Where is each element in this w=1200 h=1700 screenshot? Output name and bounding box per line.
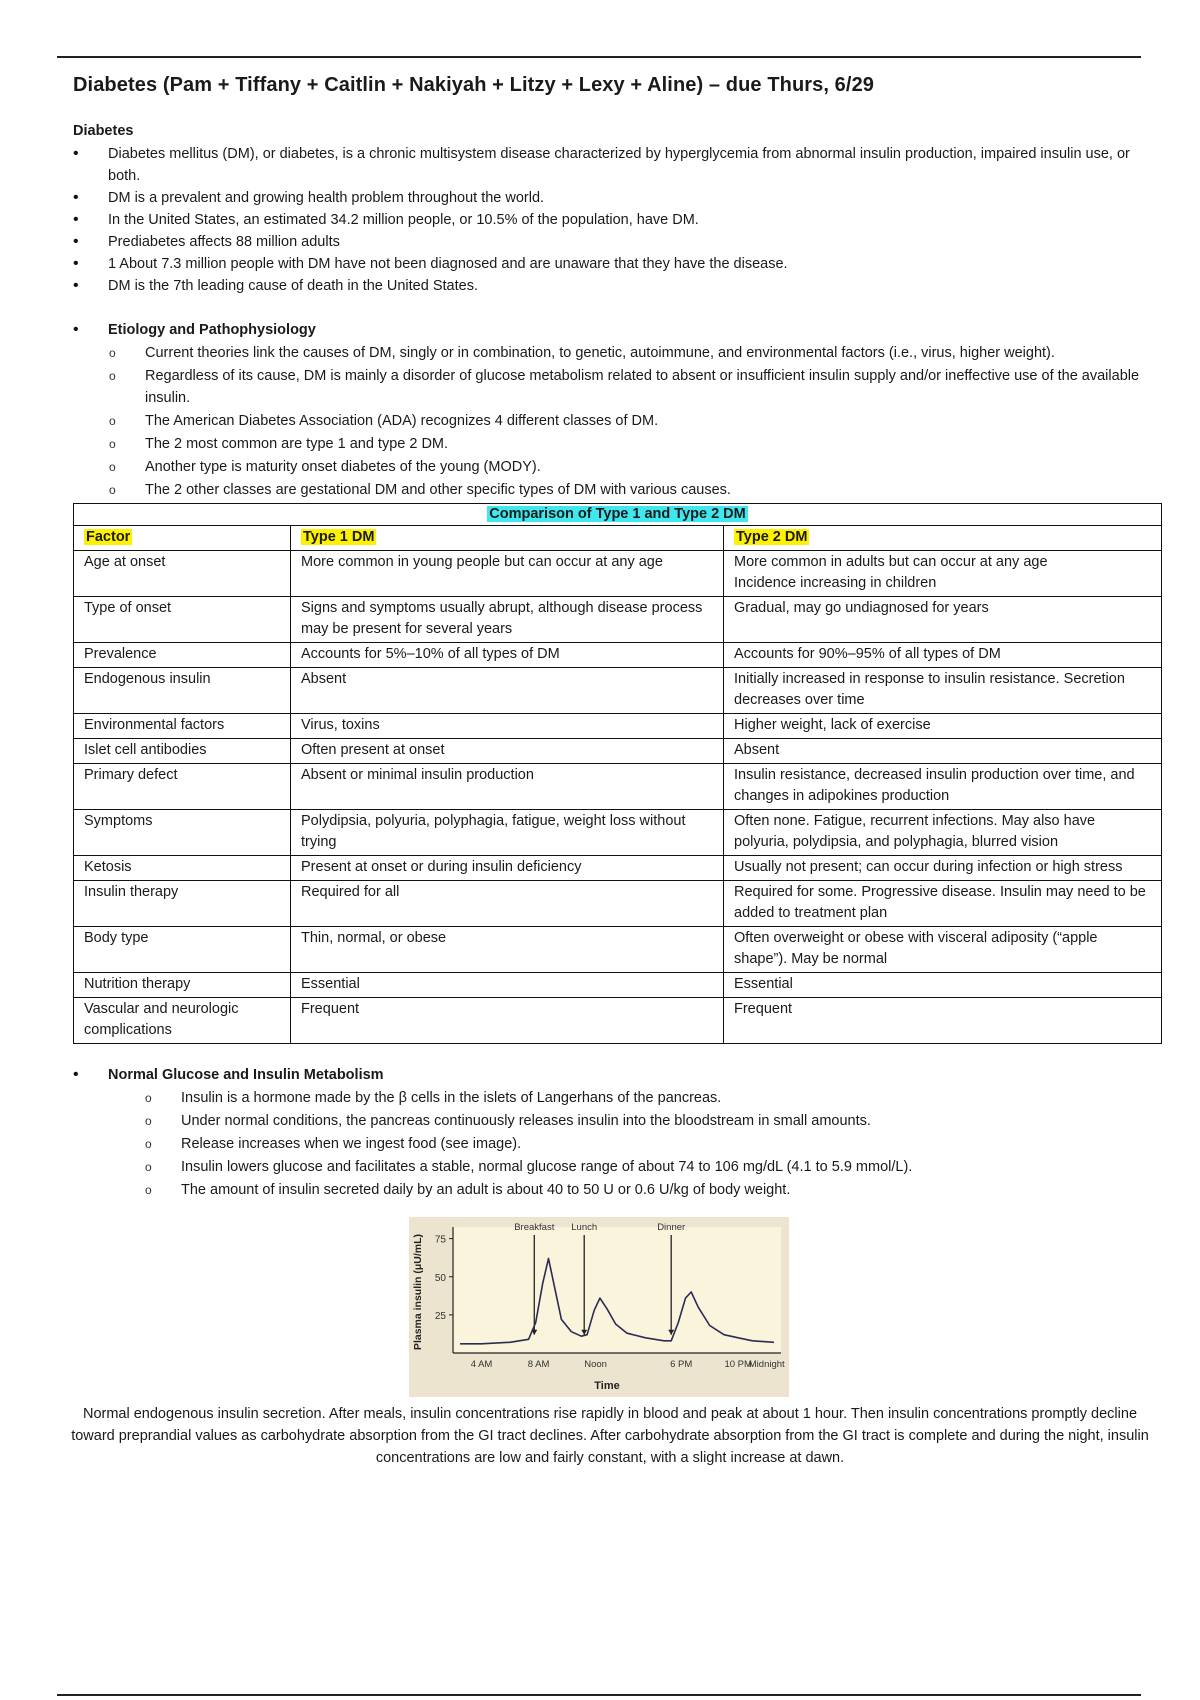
table-cell: Islet cell antibodies — [74, 739, 291, 764]
list-item: o Another type is maturity onset diabetes of the young (MODY). — [109, 456, 1153, 478]
column-header-text: Type 1 DM — [303, 529, 375, 545]
column-header — [291, 526, 724, 551]
section-heading: Diabetes — [73, 123, 134, 139]
table-cell: Vascular and neurologic complications — [74, 998, 291, 1044]
x-tick-label: 8 AM — [527, 1359, 550, 1370]
table-row — [74, 764, 1162, 810]
table-row — [74, 856, 1162, 881]
normal-glucose-list — [145, 1087, 1153, 1201]
table-row — [74, 927, 1162, 973]
table-cell: Required for some. Progressive disease. Insulin may need to be added to treatment plan — [724, 881, 1162, 927]
table-cell: Gradual, may go undiagnosed for years — [724, 597, 1162, 643]
table-cell: Prevalence — [74, 643, 291, 668]
insulin-chart — [409, 1217, 789, 1397]
table-row — [74, 668, 1162, 714]
meal-annotation: Lunch — [571, 1222, 598, 1233]
column-header — [74, 526, 291, 551]
meal-annotation: Breakfast — [514, 1222, 555, 1233]
table-cell: Endogenous insulin — [74, 668, 291, 714]
table-row — [74, 739, 1162, 764]
table-cell: Environmental factors — [74, 714, 291, 739]
table-cell: Age at onset — [74, 551, 291, 597]
y-tick-label: 75 — [434, 1234, 446, 1246]
normal-glucose-heading-text: Normal Glucose and Insulin Metabolism — [108, 1067, 384, 1083]
document-title: Diabetes (Pam + Tiffany + Caitlin + Nakiyah + Litzy + Lexy + Aline) – due Thurs, 6/29 — [73, 74, 875, 96]
x-axis-label: Time — [594, 1380, 620, 1392]
table-cell: Thin, normal, or obese — [291, 927, 724, 973]
comparison-table — [73, 503, 1162, 1044]
list-item: • 1 About 7.3 million people with DM have not been diagnosed and are unaware that they have the disease. — [73, 253, 1153, 275]
list-item: o The 2 most common are type 1 and type 2 DM. — [109, 433, 1153, 455]
table-cell: Absent — [291, 668, 724, 714]
table-cell: Accounts for 90%–95% of all types of DM — [724, 643, 1162, 668]
table-cell: More common in young people but can occur at any age — [291, 551, 724, 597]
table-row — [74, 881, 1162, 927]
etiology-heading-text: Etiology and Pathophysiology — [108, 322, 316, 338]
table-body — [74, 551, 1162, 1044]
plot-area — [453, 1227, 781, 1353]
list-item: • DM is a prevalent and growing health problem throughout the world. — [73, 187, 1153, 209]
list-item: o The 2 other classes are gestational DM and other specific types of DM with various causes. — [109, 479, 1153, 501]
column-header-text: Factor — [86, 529, 131, 545]
table-cell: Type of onset — [74, 597, 291, 643]
x-tick-label: 6 PM — [670, 1359, 693, 1370]
table-cell: Required for all — [291, 881, 724, 927]
column-header-text: Type 2 DM — [736, 529, 808, 545]
table-cell: Often none. Fatigue, recurrent infections. May also have polyuria, polydipsia, and polyphagia, blurred vision — [724, 810, 1162, 856]
table-row — [74, 973, 1162, 998]
list-item: o Insulin lowers glucose and facilitates a stable, normal glucose range of about 74 to 106 mg/dL (4.1 to 5.9 mmol/L). — [145, 1156, 1153, 1178]
table-row — [74, 643, 1162, 668]
top-rule — [57, 56, 1141, 58]
table-cell: Essential — [291, 973, 724, 998]
document-body — [73, 70, 1153, 1469]
list-item: o Current theories link the causes of DM, singly or in combination, to genetic, autoimmune, and environmental factors (i.e., virus, higher weight). — [109, 342, 1153, 364]
table-cell: Present at onset or during insulin deficiency — [291, 856, 724, 881]
x-tick-label: Midnight — [748, 1359, 785, 1370]
list-item: o Regardless of its cause, DM is mainly a disorder of glucose metabolism related to absent or insufficient insulin supply and/or ineffective use of the available insulin. — [109, 365, 1153, 409]
table-cell: Primary defect — [74, 764, 291, 810]
table-cell: Essential — [724, 973, 1162, 998]
list-item: • Prediabetes affects 88 million adults — [73, 231, 1153, 253]
table-header-row — [74, 526, 1162, 551]
table-cell: Ketosis — [74, 856, 291, 881]
list-item: • Diabetes mellitus (DM), or diabetes, is a chronic multisystem disease characterized by hyperglycemia from abnormal insulin production, impaired insulin use, or both. — [73, 143, 1153, 187]
table-caption — [74, 504, 1162, 526]
table-cell: Insulin therapy — [74, 881, 291, 927]
list-item: o The American Diabetes Association (ADA) recognizes 4 different classes of DM. — [109, 410, 1153, 432]
table-cell: Symptoms — [74, 810, 291, 856]
normal-glucose-heading — [73, 1064, 1153, 1086]
insulin-chart-figure — [409, 1217, 789, 1397]
list-item: o Insulin is a hormone made by the β cells in the islets of Langerhans of the pancreas. — [145, 1087, 1153, 1109]
table-cell: Nutrition therapy — [74, 973, 291, 998]
table-row — [74, 597, 1162, 643]
intro-bullets — [73, 143, 1153, 297]
list-item: o The amount of insulin secreted daily by an adult is about 40 to 50 U or 0.6 U/kg of body weight. — [145, 1179, 1153, 1201]
etiology-section — [73, 319, 1153, 341]
table-row — [74, 551, 1162, 597]
table-caption-row — [74, 504, 1162, 526]
table-cell: Accounts for 5%–10% of all types of DM — [291, 643, 724, 668]
table-cell: Often present at onset — [291, 739, 724, 764]
x-tick-label: Noon — [584, 1359, 607, 1370]
table-cell: Insulin resistance, decreased insulin production over time, and changes in adipokines production — [724, 764, 1162, 810]
list-item: o Release increases when we ingest food (see image). — [145, 1133, 1153, 1155]
table-cell: Frequent — [291, 998, 724, 1044]
table-cell: Frequent — [724, 998, 1162, 1044]
table-cell: More common in adults but can occur at any age Incidence increasing in children — [724, 551, 1162, 597]
table-row — [74, 714, 1162, 739]
normal-glucose-section — [73, 1064, 1153, 1086]
table-cell: Often overweight or obese with visceral adiposity (“apple shape”). May be normal — [724, 927, 1162, 973]
x-tick-label: 10 PM — [724, 1359, 752, 1370]
list-item: • DM is the 7th leading cause of death in the United States. — [73, 275, 1153, 297]
list-item: • In the United States, an estimated 34.2 million people, or 10.5% of the population, have DM. — [73, 209, 1153, 231]
x-tick-label: 4 AM — [470, 1359, 493, 1370]
table-caption-text: Comparison of Type 1 and Type 2 DM — [489, 506, 746, 522]
table-cell: Virus, toxins — [291, 714, 724, 739]
table-cell: Absent or minimal insulin production — [291, 764, 724, 810]
y-tick-label: 50 — [434, 1272, 446, 1284]
table-cell: Body type — [74, 927, 291, 973]
table-cell: Initially increased in response to insulin resistance. Secretion decreases over time — [724, 668, 1162, 714]
table-cell: Absent — [724, 739, 1162, 764]
list-item: o Under normal conditions, the pancreas continuously releases insulin into the bloodstream in small amounts. — [145, 1110, 1153, 1132]
table-cell: Usually not present; can occur during infection or high stress — [724, 856, 1162, 881]
table-cell: Polydipsia, polyuria, polyphagia, fatigue, weight loss without trying — [291, 810, 724, 856]
bottom-rule — [57, 1694, 1141, 1696]
meal-annotation: Dinner — [657, 1222, 686, 1233]
y-tick-label: 25 — [434, 1310, 446, 1322]
table-row — [74, 998, 1162, 1044]
column-header — [724, 526, 1162, 551]
figure-caption: Normal endogenous insulin secretion. After meals, insulin concentrations rise rapidly in blood and peak at about 1 hour. Then insulin concentrations promptly decline toward preprandial values as carbohydrate absorption from the GI tract declines. After carbohydrate absorption from the GI tract is complete and during the night, insulin concentrations are low and fairly constant, with a slight increase at dawn. — [71, 1406, 1149, 1466]
table-row — [74, 810, 1162, 856]
etiology-list — [109, 342, 1153, 501]
table-cell: Signs and symptoms usually abrupt, although disease process may be present for several years — [291, 597, 724, 643]
etiology-heading — [73, 319, 1153, 341]
table-cell: Higher weight, lack of exercise — [724, 714, 1162, 739]
y-axis-label: Plasma insulin (μU/mL) — [412, 1233, 424, 1351]
